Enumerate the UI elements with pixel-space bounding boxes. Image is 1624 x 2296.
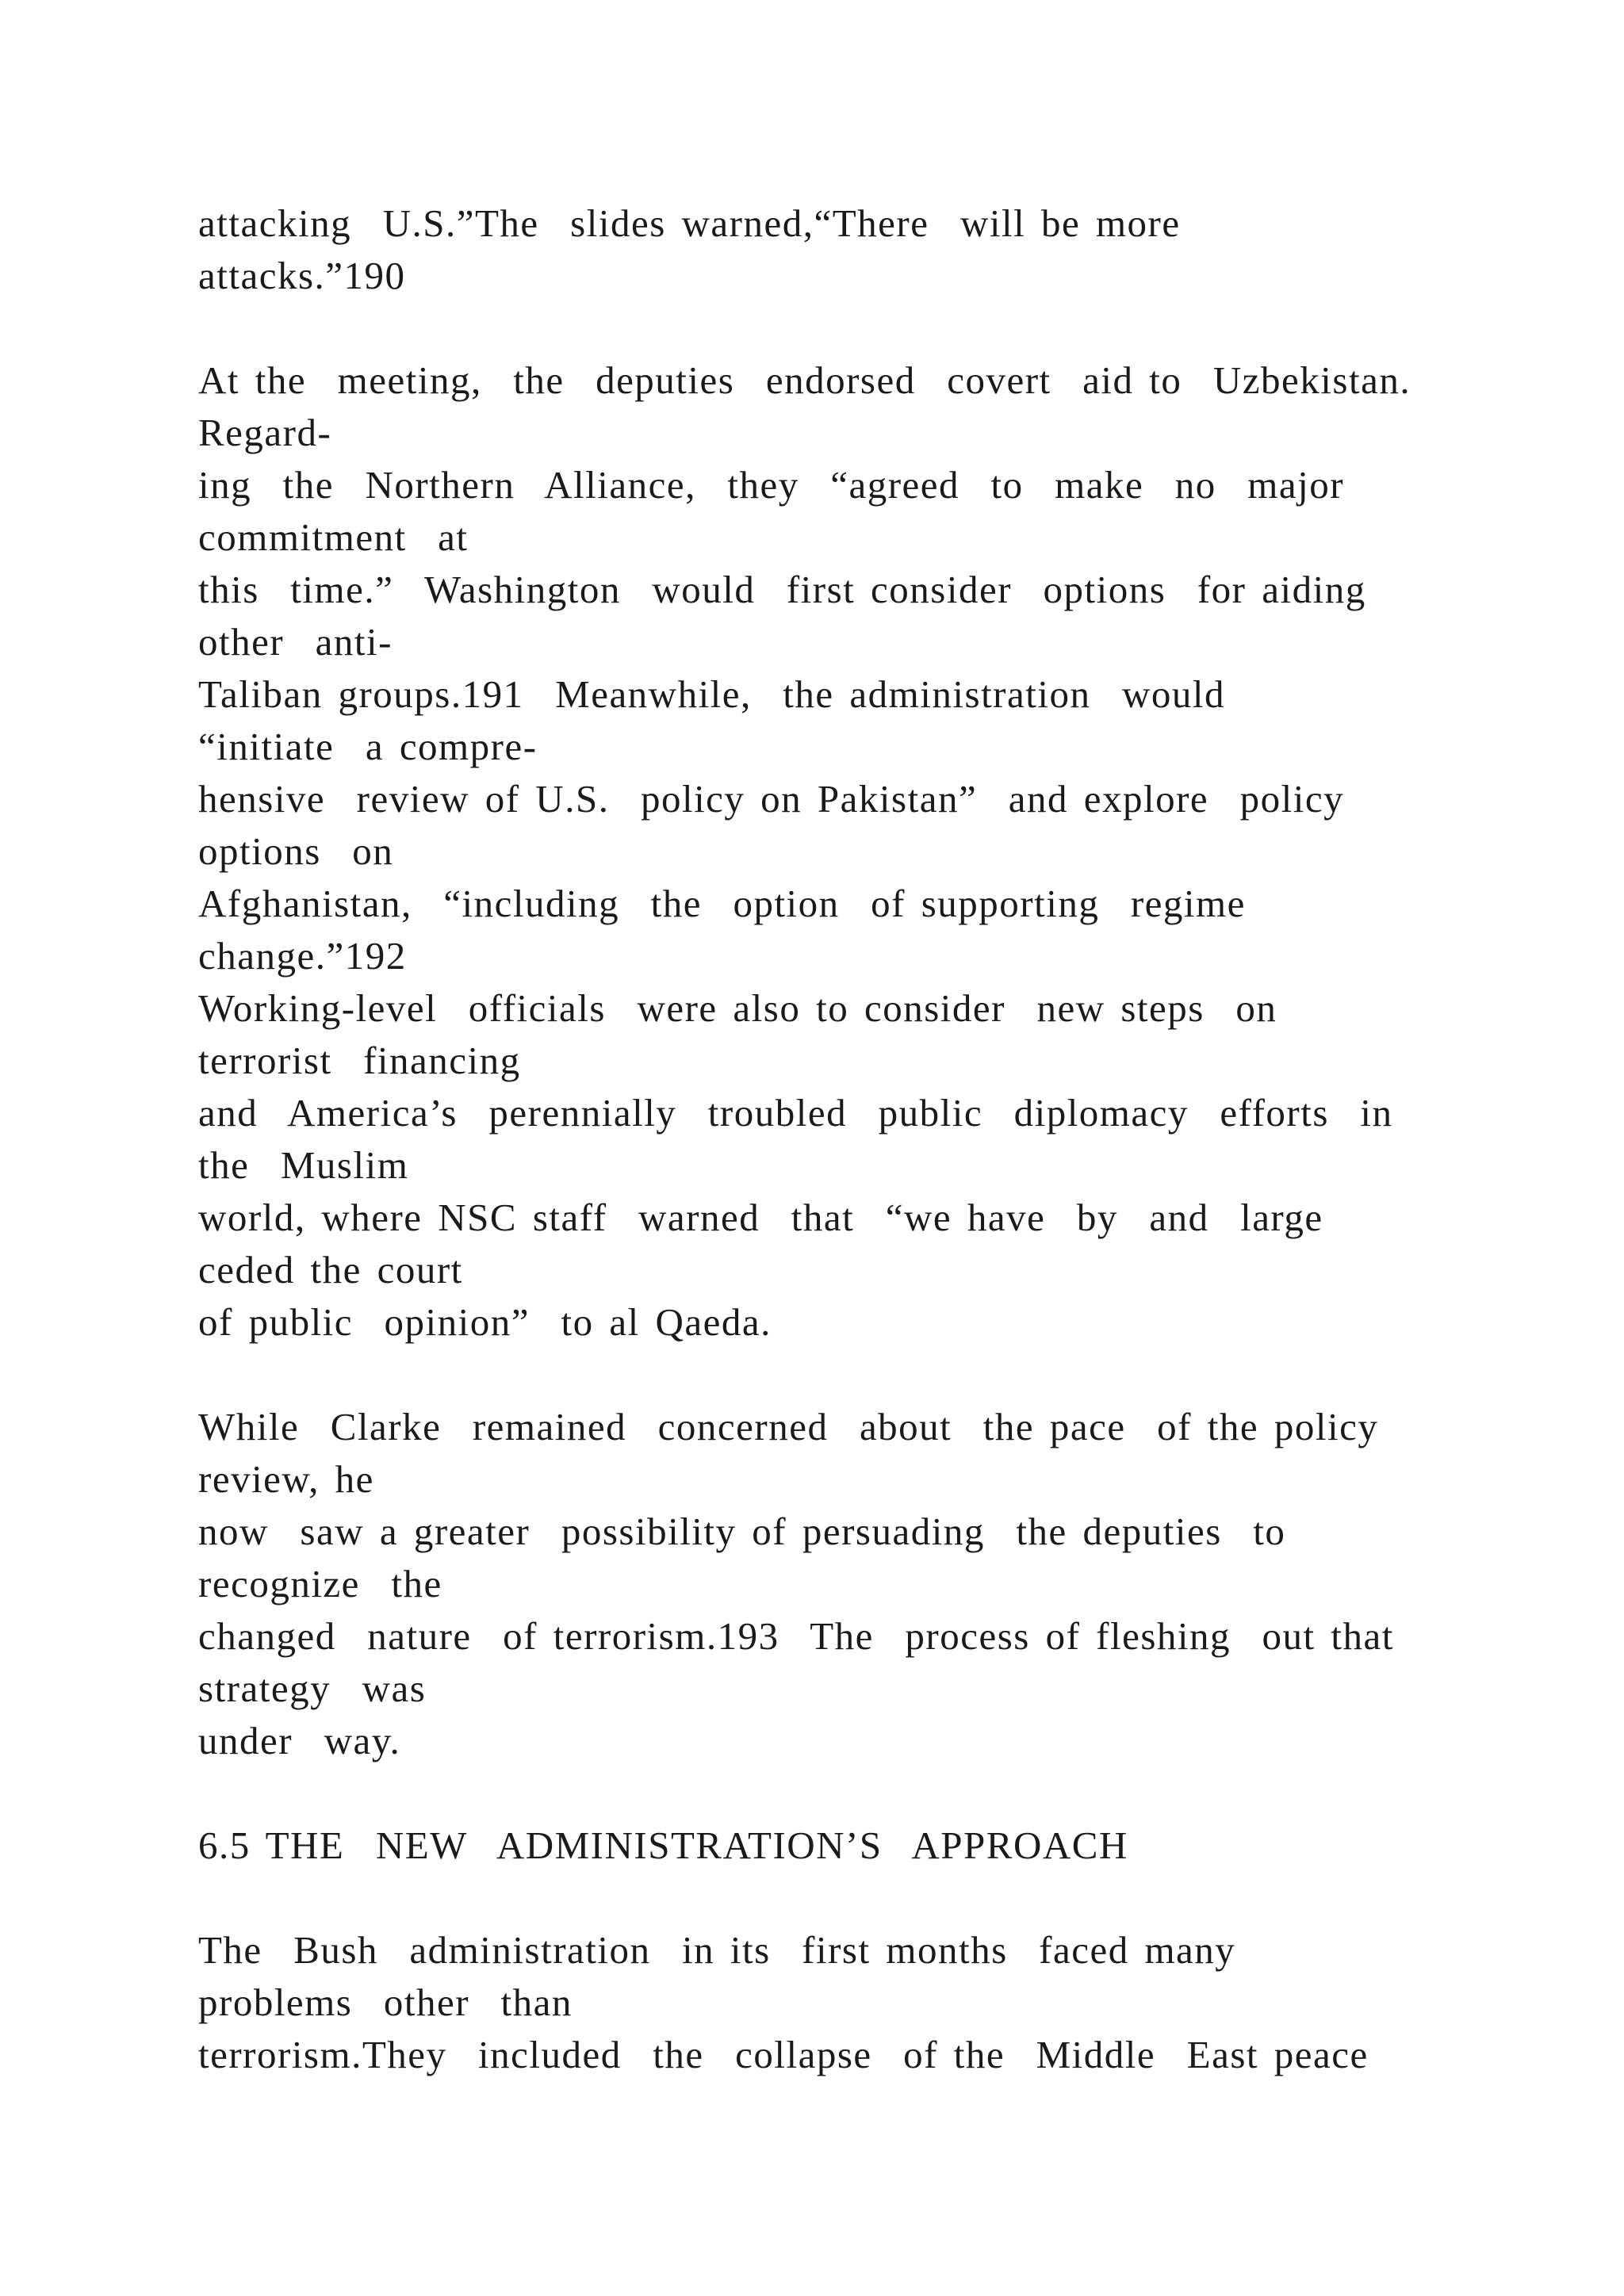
- text-line: of public opinion” to al Qaeda.: [198, 1300, 772, 1344]
- text-line: changed nature of terrorism.193 The process of fleshing out that: [198, 1614, 1394, 1658]
- text-line: ing the Northern Alliance, they “agreed to make no major: [198, 463, 1345, 507]
- text-line: terrorist financing: [198, 1039, 521, 1082]
- text-line: commitment at: [198, 515, 469, 559]
- text-line: and America’s perennially troubled public diplomacy efforts in: [198, 1091, 1393, 1135]
- text-line: terrorism.They included the collapse of the Middle East peace: [198, 2033, 1369, 2076]
- text-line: recognize the: [198, 1562, 442, 1605]
- text-line: attacks.”190: [198, 254, 406, 297]
- text-line: problems other than: [198, 1980, 573, 2024]
- text-line: ceded the court: [198, 1248, 463, 1292]
- text-line: change.”192: [198, 934, 407, 978]
- text-line: Taliban groups.191 Meanwhile, the administration would: [198, 672, 1225, 716]
- text-line: Regard-: [198, 411, 332, 454]
- text-line: under way.: [198, 1719, 401, 1762]
- text-line: While Clarke remained concerned about the pace of the policy: [198, 1405, 1379, 1448]
- text-line: Working-level officials were also to consider new steps on: [198, 986, 1277, 1030]
- text-line: now saw a greater possibility of persuading the deputies to: [198, 1510, 1286, 1553]
- text-line: the Muslim: [198, 1143, 409, 1187]
- text-line: review, he: [198, 1457, 374, 1501]
- text-line: this time.” Washington would first consider options for aiding: [198, 568, 1366, 611]
- text-line: “initiate a compre-: [198, 725, 538, 768]
- text-line: strategy was: [198, 1667, 427, 1710]
- text-line: options on: [198, 829, 394, 873]
- text-line: hensive review of U.S. policy on Pakistan” and explore policy: [198, 777, 1345, 821]
- text-line: world, where NSC staff warned that “we have by and large: [198, 1196, 1323, 1239]
- text-line: Afghanistan, “including the option of supporting regime: [198, 882, 1246, 925]
- text-line: The Bush administration in its first months faced many: [198, 1928, 1236, 1972]
- text-line: attacking U.S.”The slides warned,“There will be more: [198, 201, 1181, 245]
- text-line: At the meeting, the deputies endorsed covert aid to Uzbekistan.: [198, 358, 1411, 402]
- text-line: other anti-: [198, 620, 393, 664]
- section-heading: 6.5 THE NEW ADMINISTRATION’S APPROACH: [198, 1823, 1128, 1867]
